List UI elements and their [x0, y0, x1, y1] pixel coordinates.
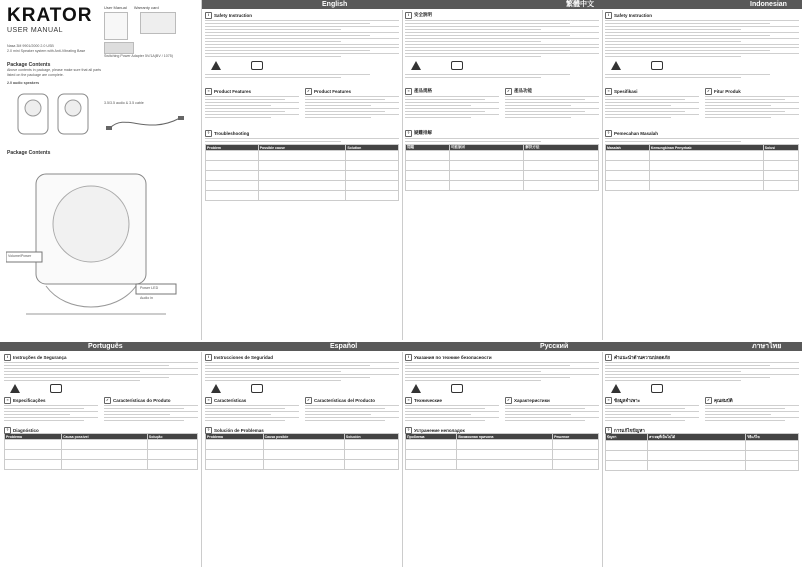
col-problem: ปัญหา	[606, 434, 648, 441]
features-heading-th: คุณสมบัติ	[714, 397, 733, 403]
features-heading-id: Fitur Produk	[714, 88, 741, 94]
english-label: English	[322, 1, 348, 8]
english-section: i Safety Instruction ≡ Product Features ✓ Product Features ? Troubleshooting Problem Possible cause Solution	[205, 12, 399, 340]
troubleshooting-table-es	[205, 433, 399, 470]
plug-icon	[251, 61, 263, 70]
cable-label: 3.5/3.5 audio & 3.5 cable	[104, 101, 144, 105]
troubleshooting-heading-en: Troubleshooting	[214, 130, 250, 136]
features-heading-zh: 產品功能	[514, 88, 532, 93]
cable-illustration	[106, 108, 184, 138]
plug-icon	[50, 384, 62, 393]
col-solution: 解決方法	[524, 145, 599, 151]
troubleshooting-heading-zh: 疑難排解	[414, 130, 432, 135]
right-driver	[65, 100, 81, 116]
brand-logo: KRATOR	[7, 5, 93, 26]
left-panel	[0, 0, 202, 340]
specs-heading-ru: Технические	[414, 397, 443, 403]
troubleshooting-heading-ru: Устранение неполадок	[414, 427, 465, 433]
specs-heading-id: Spesifikasi	[614, 88, 638, 94]
col-cause: Kemungkinan Penyebab	[649, 145, 763, 151]
features-heading-en-2: Product Features	[314, 88, 352, 94]
col-problem: Проблема	[406, 434, 457, 440]
espanol-label: Español	[330, 343, 358, 350]
plug-icon	[651, 61, 663, 70]
warning-icon	[10, 384, 20, 393]
thai-label: ภาษาไทย	[752, 343, 782, 350]
troubleshooting-table-en	[205, 144, 399, 201]
safety-heading-id: Safety Instruction	[614, 12, 653, 18]
troubleshooting-table-id	[605, 144, 799, 191]
warning-icon	[411, 61, 421, 70]
russian-label: Русский	[540, 343, 569, 350]
troubleshooting-table-ru	[405, 433, 599, 470]
warning-icon	[211, 384, 221, 393]
col-solution: Solusi	[763, 145, 798, 151]
language-bar-top	[202, 0, 802, 9]
features-heading-es: Características del Producto	[314, 397, 376, 403]
col-cause: 可能原因	[449, 145, 524, 151]
col-cause: สาเหตุที่เป็นไปได้	[648, 434, 746, 441]
power-led-callout: Power LED	[140, 286, 159, 290]
col-cause: Causa possível	[62, 434, 148, 440]
plug-icon	[451, 61, 463, 70]
specs-heading-zh: 產品規格	[414, 88, 432, 93]
plug-icon	[651, 384, 663, 393]
model-line-1: Nasa 3M 9901/2000 2.0 USB	[7, 44, 54, 48]
plug-icon	[251, 384, 263, 393]
language-bar-bottom	[0, 342, 802, 351]
features-heading-pt: Características do Produto	[113, 397, 171, 403]
specs-heading-th: ข้อมูลจำเพาะ	[614, 397, 641, 403]
col-problem: Masalah	[606, 145, 650, 151]
troubleshooting-heading-th: การแก้ไขปัญหา	[614, 427, 645, 433]
col-cause: Causa posible	[263, 434, 344, 440]
indonesian-label: Indonesian	[750, 1, 787, 8]
speakers-illustration	[14, 90, 94, 140]
power-adapter-image	[104, 42, 134, 54]
package-items	[104, 5, 159, 10]
col-problem: Problem	[206, 145, 259, 151]
indonesian-section: i Safety Instruction ≡ Spesifikasi ✓ Fitur Produk ? Pemecahan Masalah Masalah Kemungkinan Penyebab Solusi	[605, 12, 799, 340]
speakers-label: 2.0 audio speakers	[7, 81, 40, 85]
col-cause: Возможная причина	[457, 434, 553, 440]
chinese-section: i 安全說明 ≡ 產品規格 ✓ 產品功能 ? 疑難排解 問題 可能原因 解決方法	[405, 12, 599, 340]
col-problem: Problema	[206, 434, 264, 440]
warning-icon	[611, 61, 621, 70]
model-line-2: 2.0 mini Speaker system with Anti-Vibrating Base	[7, 49, 86, 53]
warning-icon	[611, 384, 621, 393]
troubleshooting-heading-pt: Diagnóstico	[13, 427, 39, 433]
controls-heading: Package Contents	[7, 150, 51, 156]
safety-heading-ru: Указания по технике безопасности	[414, 354, 492, 360]
thai-section: i คำแนะนำด้านความปลอดภัย ≡ ข้อมูลจำเพาะ ✓ คุณสมบัติ ? การแก้ไขปัญหา ปัญหา สาเหตุที่เป็นไปได้ วิธีแก้ไข	[605, 354, 799, 566]
safety-heading-zh: 安全說明	[414, 12, 432, 17]
warranty-card-image	[140, 12, 176, 34]
features-heading-en: Product Features	[214, 88, 252, 94]
troubleshooting-table-th	[605, 433, 799, 471]
col-problem: Problema	[5, 434, 62, 440]
features-heading-ru: Характеристики	[514, 397, 550, 403]
audio-in-callout: Audio in	[140, 296, 153, 300]
package-contents-heading: Package Contents	[7, 62, 51, 68]
portugues-section: i Instruções de Segurança ≡ Especificações ✓ Características do Produto ? Diagnóstico Problema Causa possível Solução	[4, 354, 198, 566]
col-cause: Possible cause	[258, 145, 346, 151]
package-contents-text: Above contents in package, please make sure that all parts listed on the package are complete.	[7, 68, 102, 77]
col-solution: Solution	[346, 145, 399, 151]
espanol-section: i Instrucciones de Seguridad ≡ Características ✓ Características del Producto ? Solución de Problemas Problema Causa posible Solución	[205, 354, 399, 566]
warning-icon	[411, 384, 421, 393]
troubleshooting-heading-id: Pemecahan Masalah	[614, 130, 659, 136]
adapter-label: Switching Power Adapter 5V/1A(BV / 1075)	[104, 54, 173, 58]
safety-heading-th: คำแนะนำด้านความปลอดภัย	[614, 354, 670, 360]
plug-icon	[451, 384, 463, 393]
russian-section: i Указания по технике безопасности ≡ Технические ✓ Характеристики ? Устранение неполадок Проблема Возможная причина Решение	[405, 354, 599, 566]
safety-heading-pt: Instruções de Segurança	[13, 354, 67, 360]
col-solution: วิธีแก้ไข	[746, 434, 799, 441]
col-solution: Solução	[147, 434, 197, 440]
col-solution: Solución	[344, 434, 398, 440]
warning-icon	[211, 61, 221, 70]
troubleshooting-table-pt	[4, 433, 198, 470]
manual-booklet-image	[104, 12, 128, 40]
speaker-controls-diagram	[6, 164, 196, 334]
specs-heading-es: Características	[214, 397, 247, 403]
volume-power-callout: Volume/Power	[8, 254, 32, 258]
warranty-item-label: Warranty card	[133, 5, 159, 10]
safety-heading-es: Instrucciones de Seguridad	[214, 354, 274, 360]
troubleshooting-table-zh	[405, 144, 599, 191]
col-solution: Решение	[553, 434, 599, 440]
specs-heading-pt: Especificações	[13, 397, 46, 403]
manual-subtitle: USER MANUAL	[7, 27, 64, 34]
chinese-label: 繁體中文	[566, 1, 594, 8]
left-driver	[25, 100, 41, 116]
safety-heading-en: Safety Instruction	[214, 12, 253, 18]
col-problem: 問題	[406, 145, 450, 151]
manual-item-label: User Manual	[104, 5, 127, 10]
troubleshooting-heading-es: Solución de Problemas	[214, 427, 264, 433]
portugues-label: Português	[88, 343, 123, 350]
